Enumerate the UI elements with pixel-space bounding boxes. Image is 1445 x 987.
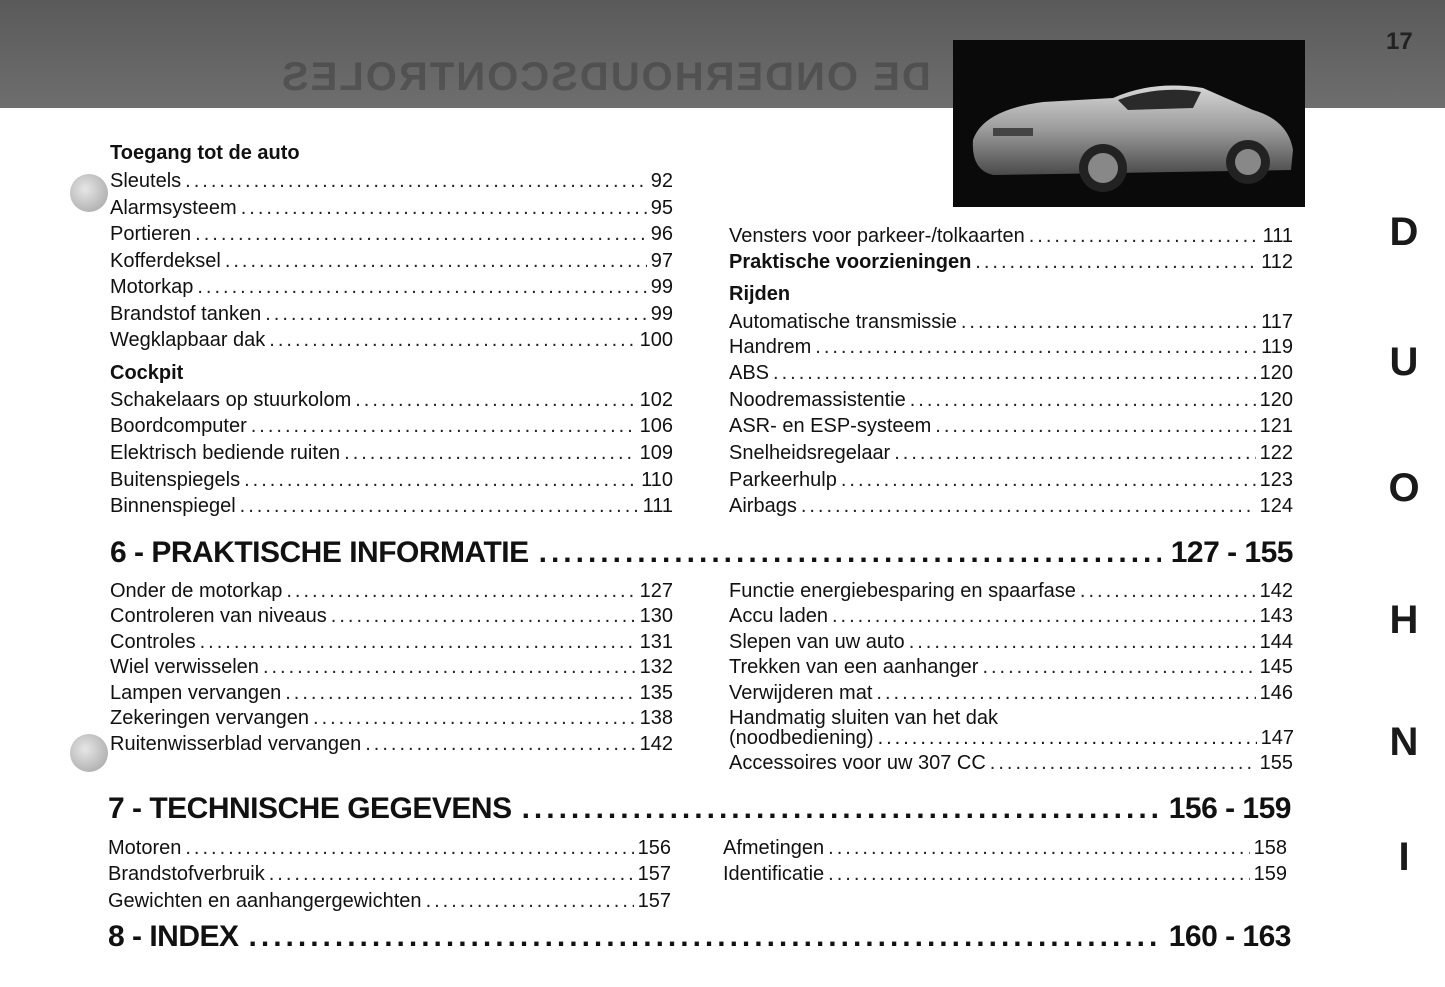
toc-entry[interactable]: Wegklapbaar dak ..... 100 bbox=[110, 328, 673, 352]
toc-entry[interactable]: Identificatie ..... 159 bbox=[723, 862, 1287, 886]
toc-entry[interactable]: Automatische transmissie ..... 117 bbox=[729, 310, 1293, 334]
toc-entry[interactable]: ABS ..... 120 bbox=[729, 361, 1293, 385]
side-letter: I bbox=[1398, 835, 1410, 879]
toc-entry[interactable]: Alarmsysteem ..... 95 bbox=[110, 196, 673, 220]
toc-entry[interactable]: ASR- en ESP-systeem ..... 121 bbox=[729, 414, 1293, 438]
toc-entry[interactable]: Noodremassistentie ..... 120 bbox=[729, 388, 1293, 412]
heading-rijden: Rijden bbox=[729, 283, 791, 305]
car-photo bbox=[953, 40, 1305, 207]
side-letter: N bbox=[1389, 720, 1419, 764]
toc-entry-multiline[interactable] bbox=[729, 708, 1294, 748]
toc-entry[interactable]: Airbags ..... 124 bbox=[729, 494, 1293, 518]
toc-entry[interactable]: Brandstofverbruik ..... 157 bbox=[108, 862, 671, 886]
toc-entry[interactable]: Gewichten en aanhangergewichten ..... 157 bbox=[108, 889, 671, 913]
toc-entry[interactable]: Binnenspiegel ..... 111 bbox=[110, 494, 673, 518]
toc-entry[interactable]: Portieren ..... 96 bbox=[110, 222, 673, 246]
toc-entry[interactable]: Sleutels ..... 92 bbox=[110, 169, 673, 193]
side-letter: U bbox=[1389, 340, 1419, 384]
toc-entry-line1: Handmatig sluiten van het dak bbox=[729, 707, 999, 729]
section-6-header[interactable]: 6 - PRAKTISCHE INFORMATIE ..... 127 - 155 bbox=[110, 536, 1293, 570]
toc-entry[interactable]: Verwijderen mat ..... 146 bbox=[729, 681, 1293, 705]
toc-entry[interactable]: Motorkap ..... 99 bbox=[110, 275, 673, 299]
toc-entry[interactable]: Controles ..... 131 bbox=[110, 630, 673, 654]
side-letter: D bbox=[1389, 210, 1419, 254]
toc-entry[interactable]: Vensters voor parkeer-/tolkaarten ..... 111 bbox=[729, 224, 1293, 248]
heading-toegang: Toegang tot de auto bbox=[110, 142, 300, 164]
toc-entry[interactable]: Elektrisch bediende ruiten ..... 109 bbox=[110, 441, 673, 465]
toc-entry[interactable]: Lampen vervangen ..... 135 bbox=[110, 681, 673, 705]
toc-entry[interactable]: Accessoires voor uw 307 CC ..... 155 bbox=[729, 751, 1293, 775]
toc-entry[interactable]: Onder de motorkap ..... 127 bbox=[110, 579, 673, 603]
section-7-header[interactable]: 7 - TECHNISCHE GEGEVENS ..... 156 - 159 bbox=[108, 792, 1291, 826]
toc-entry-bold[interactable]: Praktische voorzieningen ..... 112 bbox=[729, 250, 1293, 274]
toc-entry[interactable]: Ruitenwisserblad vervangen ..... 142 bbox=[110, 732, 673, 756]
page-number: 17 bbox=[1386, 28, 1413, 55]
toc-entry[interactable]: Handrem ..... 119 bbox=[729, 335, 1293, 359]
section-8-header[interactable]: 8 - INDEX ..... 160 - 163 bbox=[108, 920, 1291, 954]
toc-entry[interactable]: Motoren ..... 156 bbox=[108, 836, 671, 860]
side-title-inhoud bbox=[1380, 210, 1428, 890]
side-letter: O bbox=[1388, 466, 1420, 510]
toc-entry[interactable]: Buitenspiegels ..... 110 bbox=[110, 468, 673, 492]
toc-entry[interactable]: Controleren van niveaus ..... 130 bbox=[110, 604, 673, 628]
toc-entry[interactable]: Kofferdeksel ..... 97 bbox=[110, 249, 673, 273]
toc-entry[interactable]: Zekeringen vervangen ..... 138 bbox=[110, 706, 673, 730]
toc-entry[interactable]: Parkeerhulp ..... 123 bbox=[729, 468, 1293, 492]
toc-entry[interactable]: Trekken van een aanhanger ..... 145 bbox=[729, 655, 1293, 679]
binder-ring-top bbox=[70, 174, 108, 212]
toc-entry[interactable]: Snelheidsregelaar ..... 122 bbox=[729, 441, 1293, 465]
toc-entry[interactable]: Functie energiebesparing en spaarfase ..... 142 bbox=[729, 579, 1293, 603]
toc-entry[interactable]: Wiel verwisselen ..... 132 bbox=[110, 655, 673, 679]
toc-entry[interactable]: Afmetingen ..... 158 bbox=[723, 836, 1287, 860]
toc-entry[interactable]: Slepen van uw auto ..... 144 bbox=[729, 630, 1293, 654]
heading-cockpit: Cockpit bbox=[110, 362, 184, 384]
toc-entry[interactable]: Accu laden ..... 143 bbox=[729, 604, 1293, 628]
binder-ring-bottom bbox=[70, 734, 108, 772]
toc-entry[interactable]: Schakelaars op stuurkolom ..... 102 bbox=[110, 388, 673, 412]
side-letter: H bbox=[1389, 598, 1419, 642]
toc-entry[interactable]: Brandstof tanken ..... 99 bbox=[110, 302, 673, 326]
toc-entry[interactable]: Boordcomputer ..... 106 bbox=[110, 414, 673, 438]
show-through-title: DE ONDERHOUDSCONTROLES bbox=[280, 55, 931, 99]
toc-entry-line2: (noodbediening) ..... 147 bbox=[729, 728, 1294, 748]
